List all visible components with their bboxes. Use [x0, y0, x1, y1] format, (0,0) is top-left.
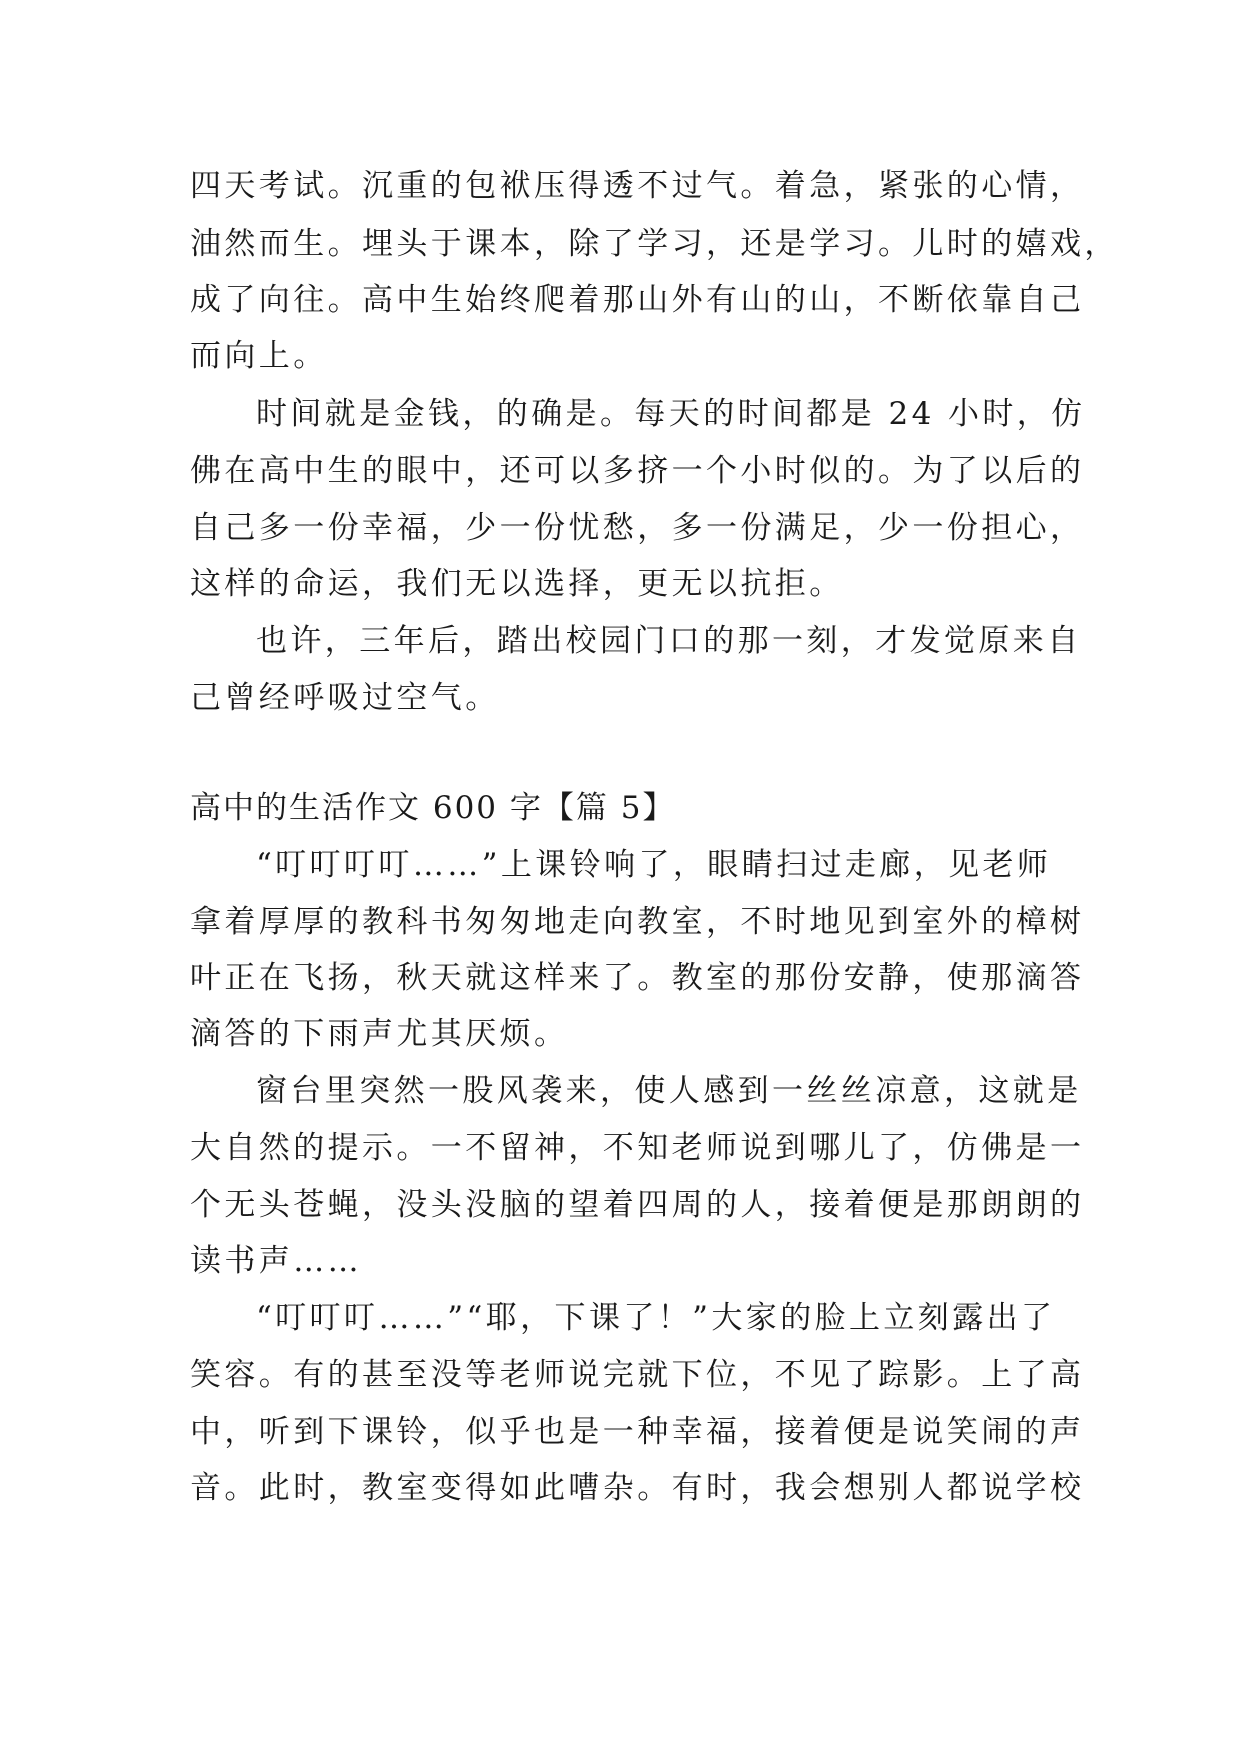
text-line: 个无头苍蝇，没头没脑的望着四周的人，接着便是那朗朗的 [190, 1187, 1085, 1223]
text-line: 大自然的提示。一不留神，不知老师说到哪儿了，仿佛是一 [190, 1130, 1085, 1166]
text-line: 读书声…… [190, 1243, 362, 1279]
text-line: 成了向往。高中生始终爬着那山外有山的山，不断依靠自己 [190, 282, 1085, 318]
text-line: 窗台里突然一股风袭来，使人感到一丝丝凉意，这就是 [256, 1073, 1082, 1109]
text-line: 油然而生。埋头于课本，除了学习，还是学习。儿时的嬉戏， [190, 226, 1119, 262]
text-line: 中，听到下课铃，似乎也是一种幸福，接着便是说笑闹的声 [190, 1414, 1085, 1450]
text-line: 自己多一份幸福，少一份忧愁，多一份满足，少一份担心， [190, 510, 1085, 546]
text-line: 这样的命运，我们无以选择，更无以抗拒。 [190, 566, 844, 602]
text-line: “叮叮叮……”“耶，下课了！”大家的脸上立刻露出了 [256, 1300, 1056, 1336]
text-line: 而向上。 [190, 338, 328, 374]
text-line: 也许，三年后，踏出校园门口的那一刻，才发觉原来自 [256, 623, 1082, 659]
text-line: 四天考试。沉重的包袱压得透不过气。着急，紧张的心情， [190, 168, 1085, 204]
text-line: 滴答的下雨声尤其厌烦。 [190, 1016, 569, 1052]
text-line: 叶正在飞扬，秋天就这样来了。教室的那份安静，使那滴答 [190, 960, 1085, 996]
text-line: “叮叮叮叮……”上课铃响了，眼睛扫过走廊，见老师 [256, 847, 1052, 883]
text-line: 拿着厚厚的教科书匆匆地走向教室，不时地见到室外的樟树 [190, 904, 1085, 940]
text-line: 笑容。有的甚至没等老师说完就下位，不见了踪影。上了高 [190, 1357, 1085, 1393]
text-line: 佛在高中生的眼中，还可以多挤一个小时似的。为了以后的 [190, 453, 1085, 489]
text-line: 时间就是金钱，的确是。每天的时间都是 24 小时，仿 [256, 396, 1086, 432]
text-line: 音。此时，教室变得如此嘈杂。有时，我会想别人都说学校 [190, 1470, 1085, 1506]
text-line: 己曾经呼吸过空气。 [190, 680, 500, 716]
section-title: 高中的生活作文 600 字【篇 5】 [190, 790, 676, 826]
